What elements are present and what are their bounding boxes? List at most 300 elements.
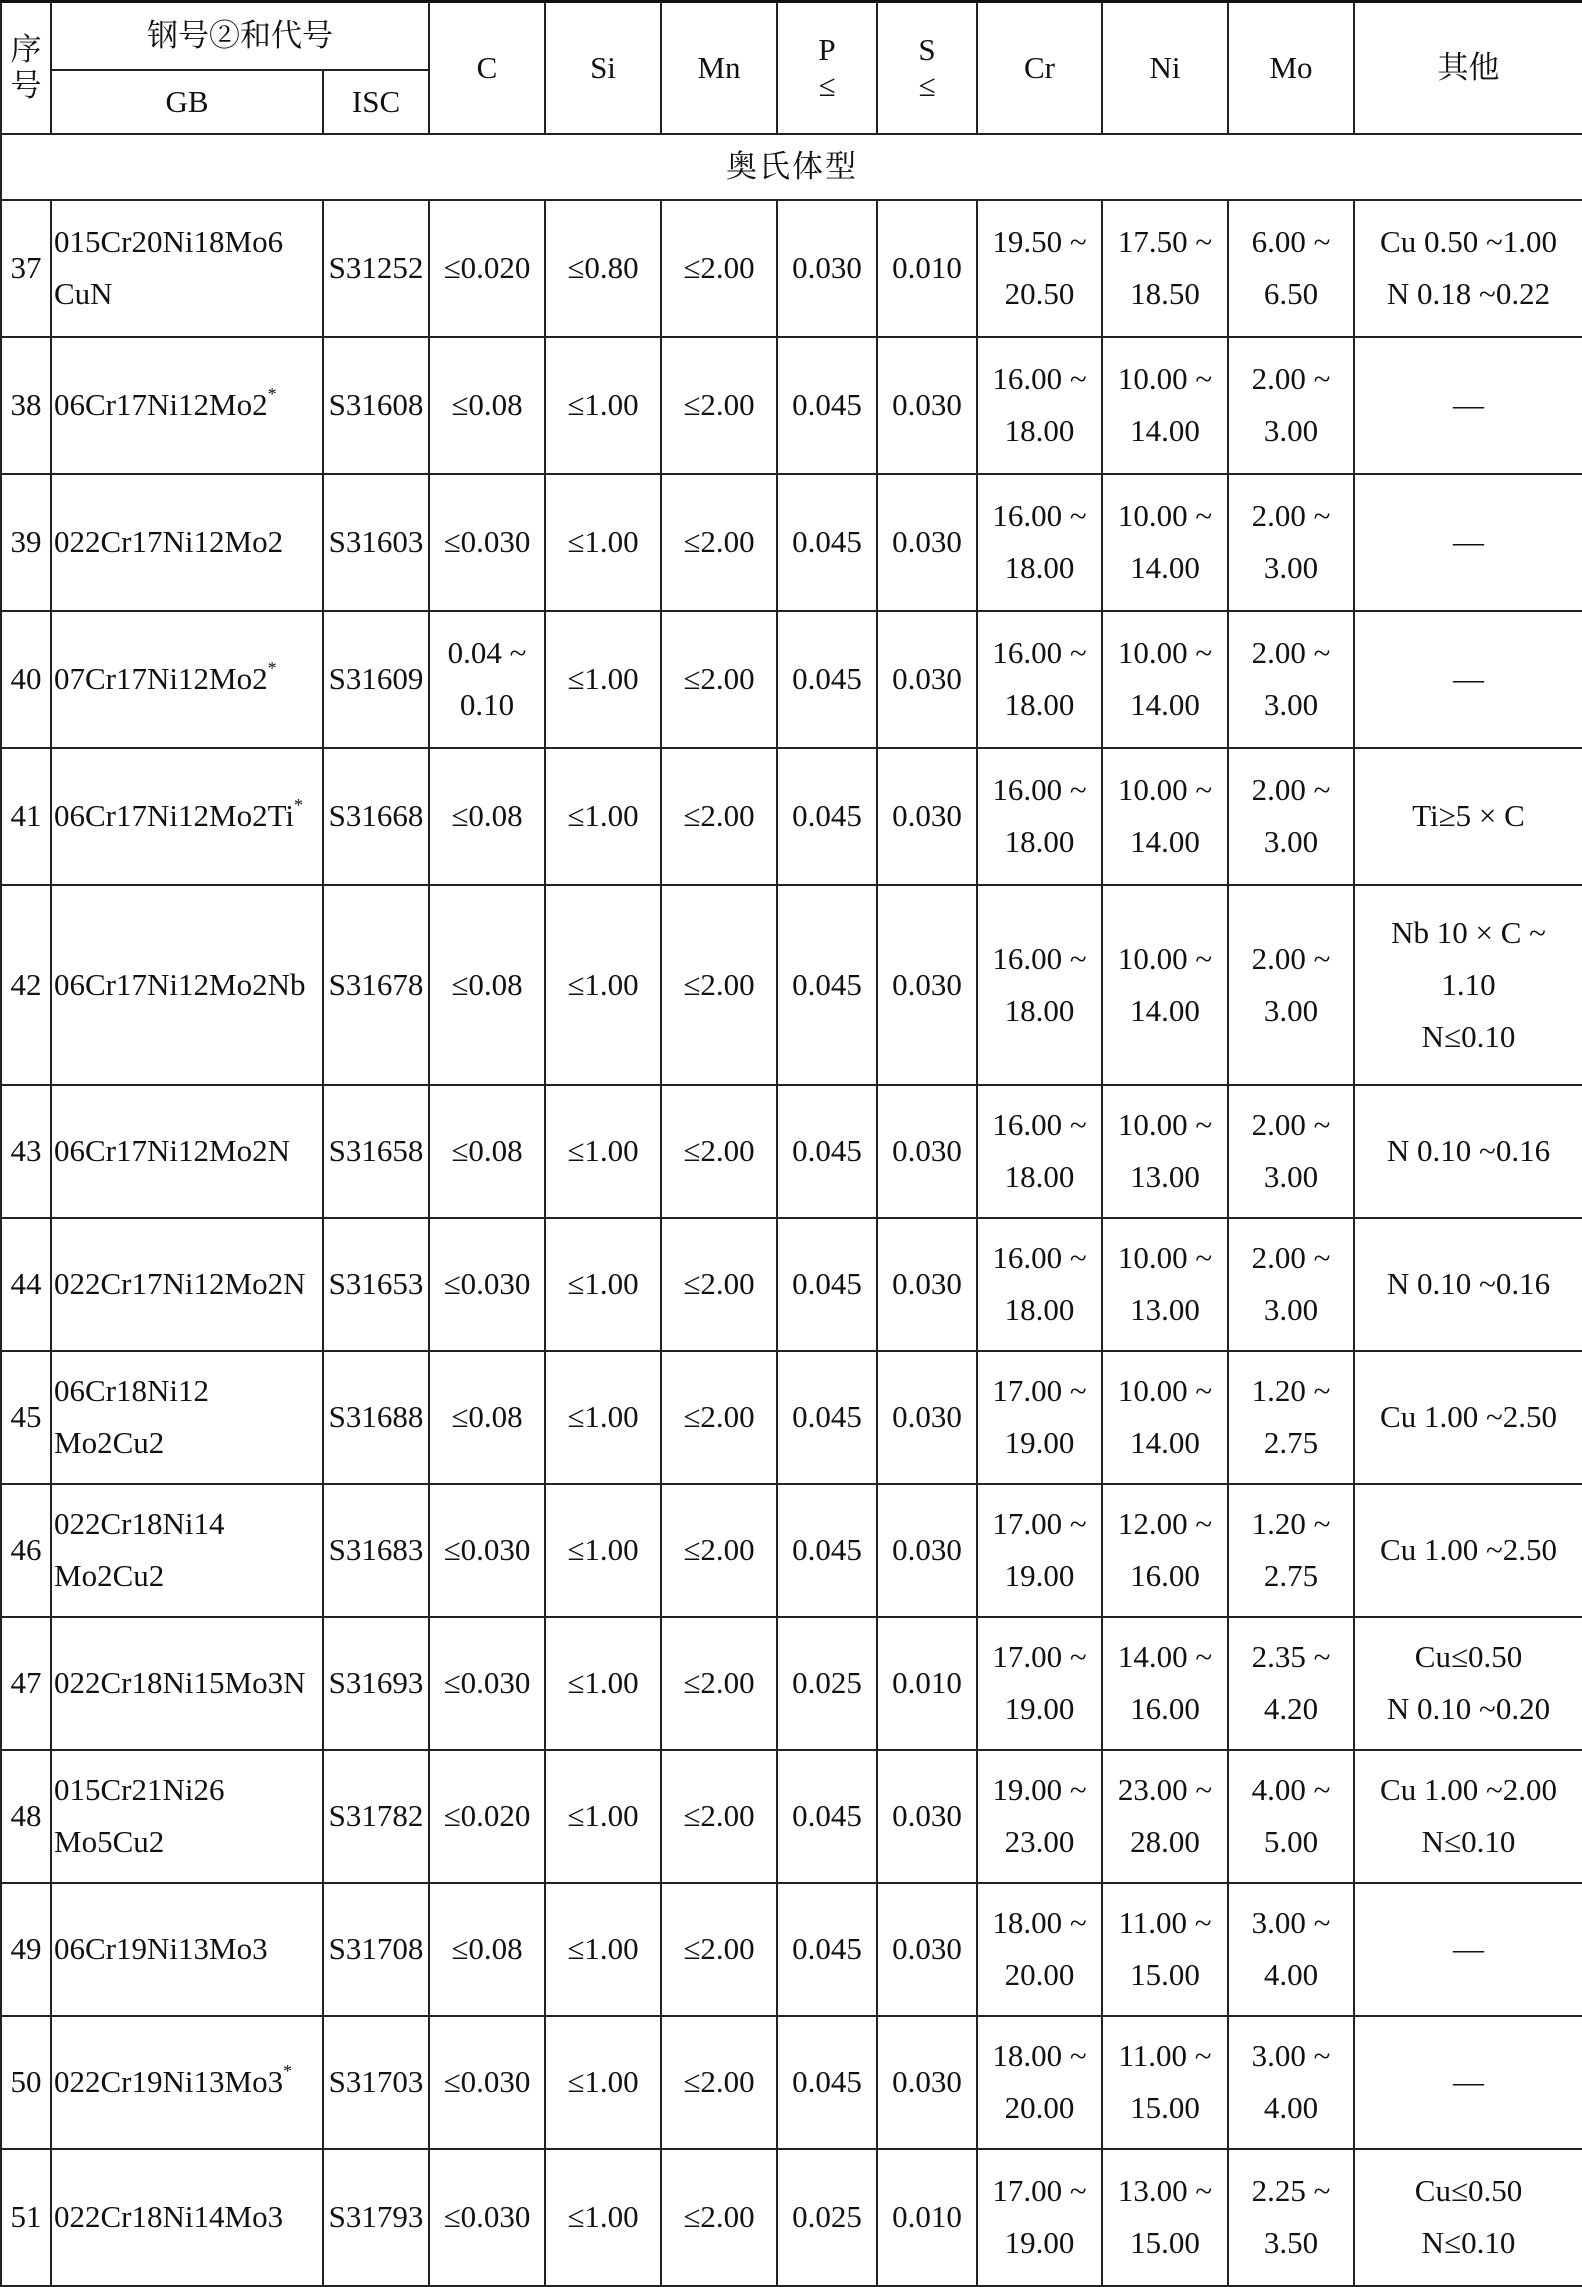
row-c-line: ≤0.08	[451, 798, 523, 833]
table-row	[1, 1883, 1582, 2016]
row-c-line: ≤0.030	[443, 2064, 531, 2099]
row-gb-line: 022Cr18Ni14Mo3	[54, 2199, 284, 2234]
row-c	[429, 885, 545, 1085]
row-cr-line: 16.00 ~	[992, 772, 1087, 807]
row-ni-line: 13.00	[1130, 1292, 1200, 1327]
row-p: 0.045	[777, 1883, 877, 2016]
row-mo-line: 2.00 ~	[1251, 1107, 1331, 1142]
row-ni-line: 17.50 ~	[1117, 224, 1213, 259]
row-seq: 48	[1, 1750, 51, 1883]
row-c	[429, 2016, 545, 2149]
row-c	[429, 337, 545, 474]
row-other	[1354, 1750, 1582, 1883]
row-gb-line: 06Cr17Ni12Mo2Nb	[54, 966, 306, 1002]
row-cr-line: 16.00 ~	[992, 498, 1087, 533]
row-c	[429, 474, 545, 611]
row-ni-line: 16.00	[1130, 1558, 1200, 1593]
row-other-line: N 0.18 ~0.22	[1386, 276, 1551, 311]
row-cr	[977, 748, 1102, 885]
row-mo-line: 3.00 ~	[1251, 1905, 1331, 1940]
row-ni-line: 15.00	[1130, 2225, 1200, 2260]
row-cr-line: 16.00 ~	[992, 361, 1087, 396]
row-mo-line: 6.00 ~	[1251, 224, 1331, 259]
row-cr-line: 18.00	[1004, 550, 1075, 585]
row-mo-line: 1.20 ~	[1251, 1506, 1331, 1541]
row-seq: 42	[1, 885, 51, 1085]
row-gb	[51, 1750, 323, 1883]
row-other-line: Cu 1.00 ~2.50	[1380, 1532, 1557, 1567]
row-mo-line: 4.00 ~	[1251, 1772, 1331, 1807]
row-isc: S31609	[323, 611, 429, 748]
row-c	[429, 200, 545, 337]
row-cr-line: 17.00 ~	[992, 1373, 1087, 1408]
row-cr-line: 16.00 ~	[992, 1107, 1087, 1142]
row-cr-line: 20.50	[1004, 276, 1075, 311]
row-c-line: ≤0.08	[451, 1399, 523, 1434]
row-ni	[1102, 474, 1228, 611]
header-seq-text: 序号	[10, 31, 42, 103]
row-gb	[51, 748, 323, 885]
table-row	[1, 474, 1582, 611]
row-mn: ≤2.00	[661, 885, 777, 1085]
row-cr-line: 16.00 ~	[992, 635, 1087, 670]
row-other	[1354, 200, 1582, 337]
table-row	[1, 1617, 1582, 1750]
row-other-line: —	[1453, 661, 1484, 696]
row-ni-line: 14.00	[1130, 550, 1200, 585]
row-cr	[977, 200, 1102, 337]
row-ni-line: 10.00 ~	[1117, 1107, 1213, 1142]
row-mo-line: 2.00 ~	[1251, 635, 1331, 670]
table-row	[1, 611, 1582, 748]
row-cr	[977, 1750, 1102, 1883]
row-c	[429, 1484, 545, 1617]
table-header	[1, 2, 1582, 134]
row-s: 0.030	[877, 748, 977, 885]
header-gb: GB	[51, 70, 323, 134]
row-gb	[51, 1218, 323, 1351]
row-p: 0.045	[777, 337, 877, 474]
row-p: 0.045	[777, 885, 877, 1085]
row-isc: S31693	[323, 1617, 429, 1750]
row-cr-line: 18.00 ~	[992, 2038, 1087, 2073]
row-ni-line: 12.00 ~	[1117, 1506, 1213, 1541]
header-si: Si	[545, 2, 661, 134]
row-cr	[977, 1218, 1102, 1351]
row-si: ≤1.00	[545, 474, 661, 611]
row-mo	[1228, 1883, 1354, 2016]
row-ni	[1102, 2149, 1228, 2286]
row-mo	[1228, 1351, 1354, 1484]
row-cr-line: 17.00 ~	[992, 1506, 1087, 1541]
row-c-line: ≤0.08	[451, 966, 523, 1002]
row-si: ≤1.00	[545, 748, 661, 885]
header-other: 其他	[1354, 2, 1582, 134]
row-ni	[1102, 1883, 1228, 2016]
row-p: 0.045	[777, 611, 877, 748]
section-row	[1, 134, 1582, 200]
row-gb-star: *	[267, 657, 277, 678]
header-s-label: S	[918, 31, 936, 67]
row-other-line: N≤0.10	[1421, 1018, 1516, 1054]
row-seq: 50	[1, 2016, 51, 2149]
row-other-line: N 0.10 ~0.20	[1386, 1691, 1551, 1726]
row-cr-line: 19.00	[1004, 1558, 1075, 1593]
header-ni: Ni	[1102, 2, 1228, 134]
row-s: 0.010	[877, 200, 977, 337]
row-isc: S31708	[323, 1883, 429, 2016]
row-c-line: ≤0.030	[443, 1532, 531, 1567]
row-mn: ≤2.00	[661, 200, 777, 337]
row-gb	[51, 885, 323, 1085]
row-cr-line: 19.50 ~	[992, 224, 1087, 259]
row-mo-line: 2.00 ~	[1251, 1240, 1331, 1275]
row-si: ≤1.00	[545, 2016, 661, 2149]
row-isc: S31703	[323, 2016, 429, 2149]
row-ni-line: 14.00	[1130, 992, 1200, 1028]
row-gb-line: CuN	[54, 276, 113, 311]
row-mn: ≤2.00	[661, 1085, 777, 1218]
table-row	[1, 200, 1582, 337]
table-row	[1, 337, 1582, 474]
row-mn: ≤2.00	[661, 2016, 777, 2149]
row-other-line: Cu 1.00 ~2.00	[1380, 1772, 1557, 1807]
row-s: 0.030	[877, 2016, 977, 2149]
table-body	[1, 134, 1582, 2286]
row-cr-line: 18.00	[1004, 824, 1075, 859]
row-ni-line: 15.00	[1130, 2090, 1200, 2125]
header-p	[777, 2, 877, 134]
row-cr	[977, 2016, 1102, 2149]
header-p-label: P	[818, 31, 836, 67]
row-ni	[1102, 748, 1228, 885]
row-c-line: ≤0.08	[451, 1931, 523, 1966]
row-other	[1354, 1484, 1582, 1617]
row-ni	[1102, 1351, 1228, 1484]
row-mn: ≤2.00	[661, 1617, 777, 1750]
row-mo	[1228, 611, 1354, 748]
row-cr-line: 18.00	[1004, 687, 1075, 722]
row-other-line: —	[1453, 1931, 1484, 1966]
row-cr-line: 17.00 ~	[992, 1639, 1087, 1674]
row-si: ≤0.80	[545, 200, 661, 337]
row-s: 0.030	[877, 474, 977, 611]
table-row	[1, 2149, 1582, 2286]
row-gb	[51, 1085, 323, 1218]
row-mo	[1228, 1750, 1354, 1883]
row-ni-line: 10.00 ~	[1117, 498, 1213, 533]
row-mo-line: 3.00	[1263, 992, 1319, 1028]
row-s: 0.030	[877, 1351, 977, 1484]
row-cr	[977, 2149, 1102, 2286]
row-isc: S31782	[323, 1750, 429, 1883]
row-ni-line: 10.00 ~	[1117, 940, 1213, 976]
row-isc: S31603	[323, 474, 429, 611]
row-mo-line: 3.00	[1263, 1292, 1319, 1327]
row-cr	[977, 1351, 1102, 1484]
row-mo	[1228, 885, 1354, 1085]
row-c	[429, 748, 545, 885]
header-cr: Cr	[977, 2, 1102, 134]
row-mo-line: 3.00	[1263, 824, 1319, 859]
row-mo-line: 3.00	[1263, 1159, 1319, 1194]
row-ni-line: 10.00 ~	[1117, 1373, 1213, 1408]
row-ni	[1102, 337, 1228, 474]
row-seq: 49	[1, 1883, 51, 2016]
row-mo-line: 2.75	[1263, 1425, 1319, 1460]
row-gb	[51, 200, 323, 337]
row-p: 0.045	[777, 1218, 877, 1351]
header-seq	[1, 2, 51, 134]
row-mo-line: 5.00	[1263, 1824, 1319, 1859]
row-gb-line-wrap	[54, 653, 320, 705]
row-s: 0.010	[877, 2149, 977, 2286]
row-c-line: ≤0.020	[443, 1798, 531, 1833]
row-isc: S31653	[323, 1218, 429, 1351]
table-row	[1, 2016, 1582, 2149]
row-cr-line: 20.00	[1004, 2090, 1075, 2125]
row-other	[1354, 611, 1582, 748]
row-mo	[1228, 1218, 1354, 1351]
row-ni-line: 11.00 ~	[1118, 2038, 1212, 2073]
row-ni	[1102, 2016, 1228, 2149]
row-ni-line: 28.00	[1130, 1824, 1200, 1859]
row-ni	[1102, 611, 1228, 748]
row-c-line: 0.04 ~	[447, 635, 527, 670]
row-isc: S31678	[323, 885, 429, 1085]
row-cr-line: 23.00	[1004, 1824, 1075, 1859]
row-gb-line-wrap	[54, 790, 320, 842]
row-cr-line: 19.00 ~	[992, 1772, 1087, 1807]
row-s: 0.030	[877, 611, 977, 748]
table-row	[1, 1750, 1582, 1883]
section-title: 奥氏体型	[1, 134, 1582, 200]
table-row	[1, 885, 1582, 1085]
row-mo	[1228, 2016, 1354, 2149]
row-mo-line: 1.20 ~	[1251, 1373, 1331, 1408]
row-c	[429, 1218, 545, 1351]
row-gb-line: Mo2Cu2	[54, 1558, 165, 1593]
row-gb-line: 06Cr18Ni12	[54, 1373, 209, 1408]
row-ni-line: 13.00 ~	[1117, 2173, 1213, 2208]
row-other-line: Ti≥5 × C	[1412, 798, 1525, 833]
row-mo-line: 2.00 ~	[1251, 361, 1331, 396]
row-mo-line: 6.50	[1263, 276, 1319, 311]
row-p: 0.045	[777, 474, 877, 611]
row-gb-line: Mo5Cu2	[54, 1824, 165, 1859]
row-isc: S31793	[323, 2149, 429, 2286]
row-c-line: ≤0.08	[451, 387, 523, 422]
row-mo-line: 3.00	[1263, 687, 1319, 722]
row-ni-line: 23.00 ~	[1117, 1772, 1213, 1807]
row-other-line: Cu 0.50 ~1.00	[1380, 224, 1557, 259]
row-other	[1354, 474, 1582, 611]
row-si: ≤1.00	[545, 885, 661, 1085]
row-gb-line: 022Cr17Ni12Mo2	[54, 524, 284, 559]
row-mn: ≤2.00	[661, 1218, 777, 1351]
row-mo	[1228, 748, 1354, 885]
header-steel-group	[51, 2, 429, 70]
row-ni-line: 10.00 ~	[1117, 361, 1213, 396]
row-gb-star: *	[283, 2060, 293, 2081]
row-cr	[977, 1085, 1102, 1218]
row-mn: ≤2.00	[661, 748, 777, 885]
row-gb	[51, 337, 323, 474]
row-p: 0.025	[777, 2149, 877, 2286]
row-gb-line: Mo2Cu2	[54, 1425, 165, 1460]
row-other-line: Nb 10 × C ~	[1391, 914, 1546, 950]
row-mo-line: 2.35 ~	[1251, 1639, 1331, 1674]
row-ni-line: 11.00 ~	[1118, 1905, 1212, 1940]
table-row	[1, 1218, 1582, 1351]
row-mo-line: 2.00 ~	[1251, 498, 1331, 533]
row-mo-line: 2.00 ~	[1251, 772, 1331, 807]
row-other-line: N 0.10 ~0.16	[1386, 1133, 1551, 1168]
row-gb-line-wrap	[54, 379, 320, 431]
row-other-line: N≤0.10	[1421, 2225, 1516, 2260]
row-other	[1354, 1085, 1582, 1218]
row-mn: ≤2.00	[661, 1351, 777, 1484]
row-other-line: —	[1453, 2064, 1484, 2099]
header-isc: ISC	[323, 70, 429, 134]
row-ni	[1102, 1218, 1228, 1351]
row-seq: 41	[1, 748, 51, 885]
row-other	[1354, 748, 1582, 885]
row-ni	[1102, 1484, 1228, 1617]
row-seq: 38	[1, 337, 51, 474]
row-mo	[1228, 1085, 1354, 1218]
row-cr-line: 17.00 ~	[992, 2173, 1087, 2208]
row-gb	[51, 1484, 323, 1617]
row-mo	[1228, 1484, 1354, 1617]
row-other	[1354, 885, 1582, 1085]
row-si: ≤1.00	[545, 337, 661, 474]
row-p: 0.045	[777, 1085, 877, 1218]
row-c-line: ≤0.030	[443, 524, 531, 559]
row-cr-line: 16.00 ~	[992, 1240, 1087, 1275]
row-si: ≤1.00	[545, 1883, 661, 2016]
row-mo-line: 4.20	[1263, 1691, 1319, 1726]
row-other	[1354, 1351, 1582, 1484]
row-mo-line: 2.75	[1263, 1558, 1319, 1593]
row-cr-line: 18.00	[1004, 413, 1075, 448]
row-ni-line: 14.00	[1130, 413, 1200, 448]
row-other-line: —	[1453, 524, 1484, 559]
row-other-line: Cu 1.00 ~2.50	[1380, 1399, 1557, 1434]
row-gb	[51, 2149, 323, 2286]
row-si: ≤1.00	[545, 1218, 661, 1351]
row-mo	[1228, 474, 1354, 611]
row-cr	[977, 1617, 1102, 1750]
row-si: ≤1.00	[545, 611, 661, 748]
row-p: 0.030	[777, 200, 877, 337]
row-cr-line: 19.00	[1004, 2225, 1075, 2260]
row-gb-line: 022Cr18Ni14	[54, 1506, 225, 1541]
row-cr	[977, 474, 1102, 611]
row-seq: 40	[1, 611, 51, 748]
header-mn: Mn	[661, 2, 777, 134]
row-other	[1354, 1883, 1582, 2016]
row-si: ≤1.00	[545, 1351, 661, 1484]
row-cr	[977, 1883, 1102, 2016]
row-cr-line: 20.00	[1004, 1957, 1075, 1992]
row-ni	[1102, 1085, 1228, 1218]
row-seq: 43	[1, 1085, 51, 1218]
row-s: 0.010	[877, 1617, 977, 1750]
row-ni-line: 10.00 ~	[1117, 772, 1213, 807]
row-cr-line: 18.00	[1004, 1292, 1075, 1327]
row-cr	[977, 611, 1102, 748]
row-mo	[1228, 200, 1354, 337]
table-row	[1, 1351, 1582, 1484]
row-isc: S31683	[323, 1484, 429, 1617]
row-other	[1354, 1218, 1582, 1351]
row-mo-line: 3.00	[1263, 413, 1319, 448]
row-ni-line: 15.00	[1130, 1957, 1200, 1992]
row-mo-line: 4.00	[1263, 2090, 1319, 2125]
row-mn: ≤2.00	[661, 2149, 777, 2286]
row-c-line: ≤0.020	[443, 250, 531, 285]
row-gb-line: 06Cr17Ni12Mo2N	[54, 1133, 290, 1168]
row-other-line: Cu≤0.50	[1414, 2173, 1523, 2208]
row-s: 0.030	[877, 1484, 977, 1617]
row-cr-line: 16.00 ~	[992, 940, 1087, 976]
row-other	[1354, 337, 1582, 474]
row-gb-line: 022Cr17Ni12Mo2N	[54, 1266, 306, 1301]
row-si: ≤1.00	[545, 1085, 661, 1218]
row-c-line: ≤0.08	[451, 1133, 523, 1168]
row-isc: S31252	[323, 200, 429, 337]
row-c	[429, 1883, 545, 2016]
row-gb	[51, 1883, 323, 2016]
header-s	[877, 2, 977, 134]
row-mn: ≤2.00	[661, 1750, 777, 1883]
table-row	[1, 748, 1582, 885]
row-c-line: ≤0.030	[443, 2199, 531, 2234]
row-gb	[51, 1351, 323, 1484]
row-p: 0.045	[777, 1484, 877, 1617]
row-cr	[977, 1484, 1102, 1617]
row-gb-line: 022Cr19Ni13Mo3	[54, 2064, 284, 2099]
row-c	[429, 2149, 545, 2286]
row-gb-line: 06Cr19Ni13Mo3	[54, 1931, 268, 1966]
row-cr	[977, 885, 1102, 1085]
row-s: 0.030	[877, 1883, 977, 2016]
header-mo: Mo	[1228, 2, 1354, 134]
row-gb-line: 015Cr21Ni26	[54, 1772, 225, 1807]
row-s: 0.030	[877, 1085, 977, 1218]
row-gb	[51, 1617, 323, 1750]
row-ni	[1102, 1750, 1228, 1883]
row-other-line: Cu≤0.50	[1414, 1639, 1523, 1674]
row-ni-line: 14.00	[1130, 824, 1200, 859]
row-c	[429, 1085, 545, 1218]
row-isc: S31688	[323, 1351, 429, 1484]
row-si: ≤1.00	[545, 1484, 661, 1617]
row-mo-line: 2.25 ~	[1251, 2173, 1331, 2208]
row-mn: ≤2.00	[661, 337, 777, 474]
row-c-line: ≤0.030	[443, 1665, 531, 1700]
row-s: 0.030	[877, 1218, 977, 1351]
row-seq: 45	[1, 1351, 51, 1484]
row-cr-line: 19.00	[1004, 1691, 1075, 1726]
row-seq: 47	[1, 1617, 51, 1750]
row-gb	[51, 2016, 323, 2149]
row-s: 0.030	[877, 885, 977, 1085]
header-c: C	[429, 2, 545, 134]
row-ni	[1102, 1617, 1228, 1750]
row-other-line: N 0.10 ~0.16	[1386, 1266, 1551, 1301]
